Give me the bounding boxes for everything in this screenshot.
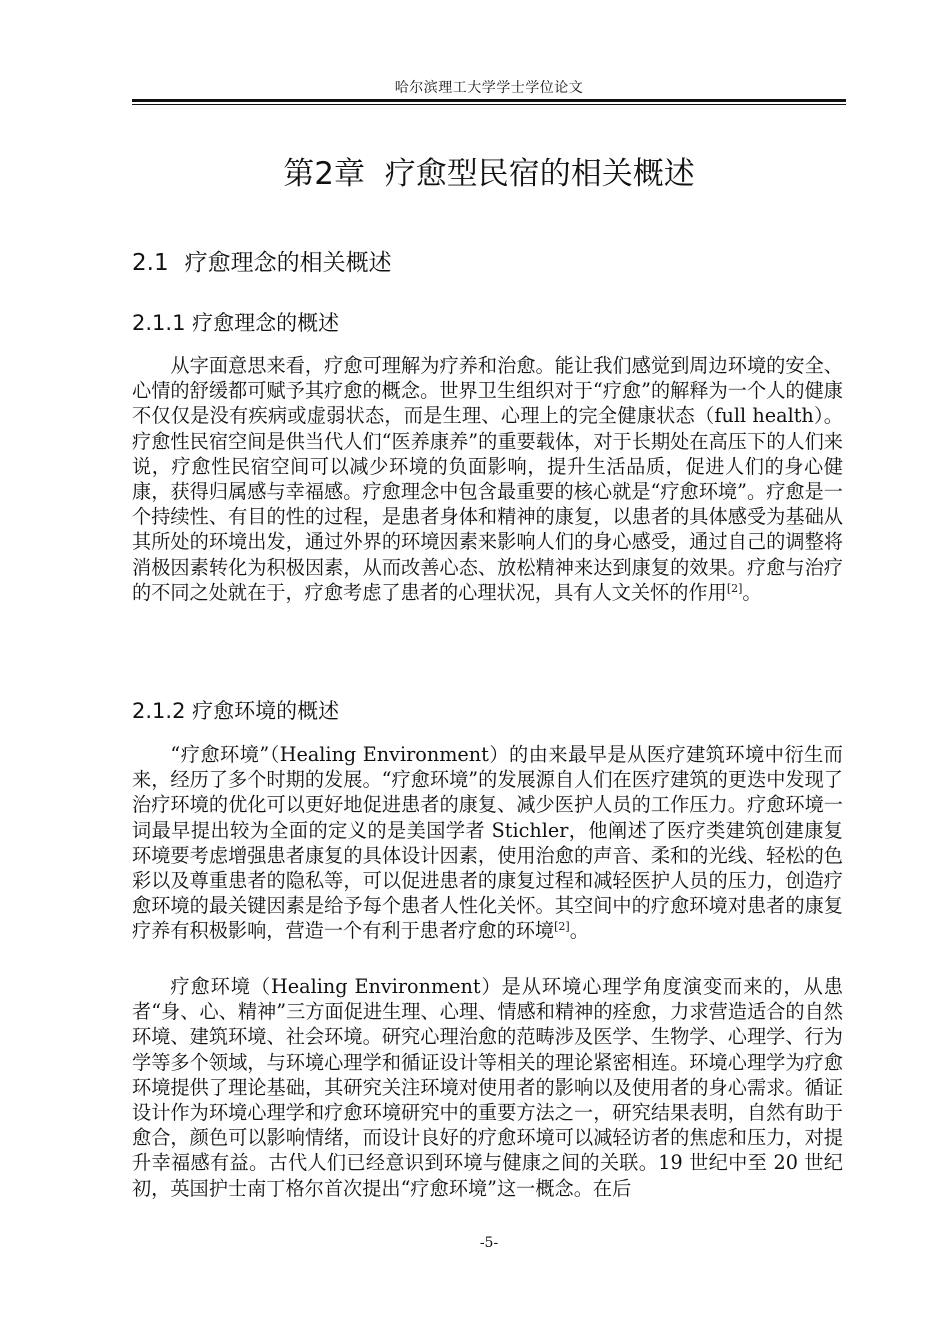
paragraph-tail: 。 <box>569 919 589 943</box>
page-number: -5- <box>479 1235 499 1251</box>
section-2-1-2-paragraph-2: 疗愈环境（Healing Environment）是从环境心理学角度演变而来的，从患者“身、心、精神”三方面促进生理、心理、情感和精神的痊愈，力求营造适合的自然环境、建筑环境、社会环境。研究心理治愈的范畴涉及医学、生物学、心理学、行为学等多个领域，与环境心理学和循证设计等相关的理论紧密相连。环境心理学为疗愈环境提供了理论基础，其研究关注环境对使用者的影响以及使用者的身心需求。循证设计作为环境心理学和疗愈环境研究中的重要方法之一，研究结果表明，自然有助于愈合，颜色可以影响情绪，而设计良好的疗愈环境可以减轻访者的焦虑和压力，对提升幸福感有益。古代人们已经意识到环境与健康之间的关联。19 世纪中至 20 世纪初，英国护士南丁格尔首次提出“疗愈环境”这一概念。在后 <box>132 975 843 1200</box>
section-2-1-1-heading: 2.1.1 疗愈理念的概述 <box>132 311 340 335</box>
section-2-1-heading <box>132 248 392 278</box>
section-2-1-2-paragraph-1 <box>132 742 843 944</box>
chapter-title: 第2章 疗愈型民宿的相关概述 <box>283 156 695 192</box>
header-rule-thin <box>132 104 846 105</box>
section-2-1-number: 2.1 <box>132 250 169 276</box>
paragraph-text: “疗愈环境”（Healing Environment）的由来最早是从医疗建筑环境中衍生而来，经历了多个时期的发展。“疗愈环境”的发展源自人们在医疗建筑的更迭中发现了治疗环境的优化可以更好地促进患者的康复、减少医护人员的工作压力。疗愈环境一词最早提出较为全面的定义的是美国学者 Stichler，他阐述了医疗类建筑创建康复环境要考虑增强患者康复的具体设计因素，使用治愈的声音、柔和的光线、轻松的色彩以及尊重患者的隐私等，可以促进患者的康复过程和减轻医护人员的压力，创造疗愈环境的最关键因素是给予每个患者人性化关怀。其空间中的疗愈环境对患者的康复疗养有积极影响，营造一个有利于患者疗愈的环境 <box>132 743 843 943</box>
citation-ref: [2] <box>554 920 570 934</box>
header-rule-thick <box>132 99 846 102</box>
paragraph-tail: 。 <box>742 580 762 604</box>
citation-ref: [2] <box>726 581 743 595</box>
section-2-1-1-paragraph <box>132 353 843 605</box>
paragraph-text: 从字面意思来看，疗愈可理解为疗养和治愈。能让我们感觉到周边环境的安全、心情的舒缓都可赋予其疗愈的概念。世界卫生组织对于“疗愈”的解释为一个人的健康不仅仅是没有疾病或虚弱状态，而是生理、心理上的完全健康状态（full health）。疗愈性民宿空间是供当代人们“医养康养”的重要载体，对于长期处在高压下的人们来说，疗愈性民宿空间可以减少环境的负面影响，提升生活品质，促进人们的身心健康，获得归属感与幸福感。疗愈理念中包含最重要的核心就是“疗愈环境”。疗愈是一个持续性、有目的性的过程，是患者身体和精神的康复，以患者的具体感受为基础从其所处的环境出发，通过外界的环境因素来影响人们的身心感受，通过自己的调整将消极因素转化为积极因素，从而改善心态、放松精神来达到康复的效果。疗愈与治疗的不同之处就在于，疗愈考虑了患者的心理状况，具有人文关怀的作用 <box>132 354 843 604</box>
section-2-1-title: 疗愈理念的相关概述 <box>184 250 392 276</box>
running-header: 哈尔滨理工大学学士学位论文 <box>394 80 584 96</box>
section-2-1-2-heading: 2.1.2 疗愈环境的概述 <box>132 699 340 723</box>
